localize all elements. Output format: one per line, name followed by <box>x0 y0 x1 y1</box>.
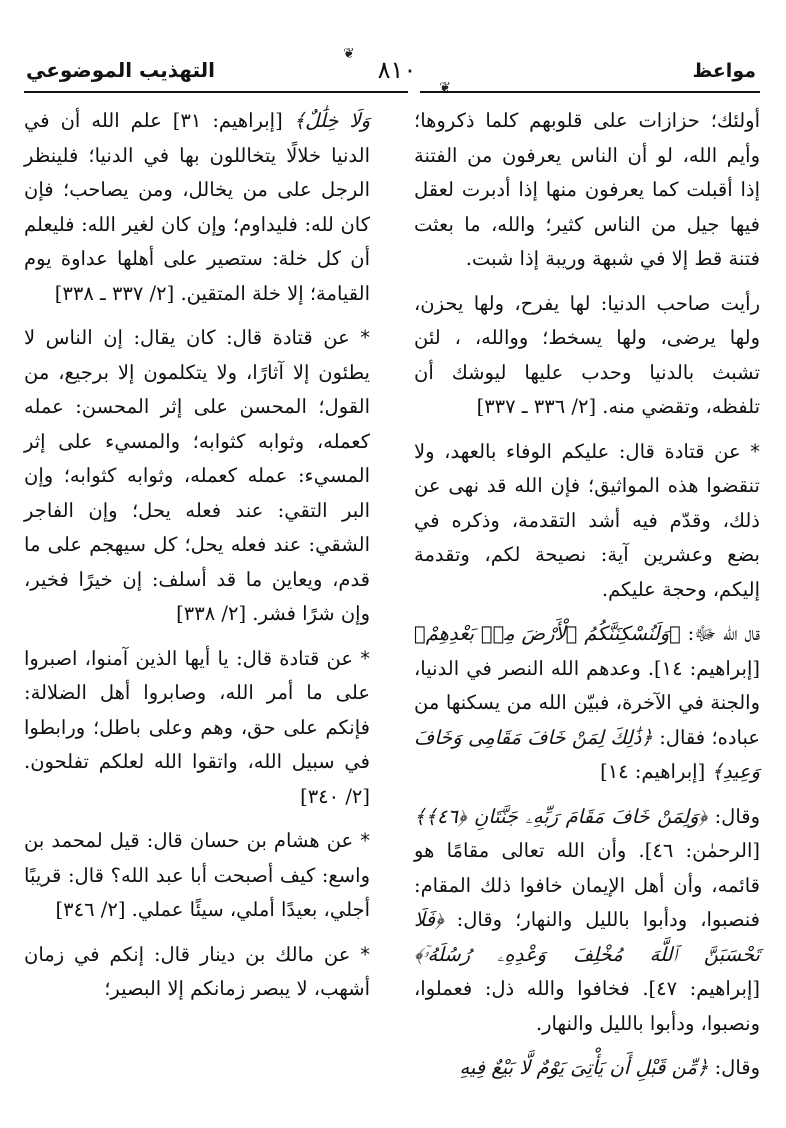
paragraph-text: عن قتادة قال: كان يقال: إن الناس لا يطئون إلا آثارًا، ولا يتكلمون إلا برجيع، من القول؛ المحسن على إثر المحسن: عمله كعمله، وثوابه كثوابه؛ والمسيء على إثر المسيء: عمله كعمله، وثوابه كثوابه؛ وإن البر التقي: عند فعله يحل؛ وإن الفاجر الشقي: عند فعله يحل؛ كل سيهجم على ما قدم، ويعاين ما قد أسلف: إن خيرًا فخير، وإن شرًا فشر. <box>24 326 370 625</box>
paragraph-text: فخافوا والله ذل: فعملوا، ونصبوا، ودأبوا بالليل والنهار. <box>414 977 760 1035</box>
paragraph-text: أولئك؛ حزازات على قلوبهم كلما ذكروها؛ وأيم الله، لو أن الناس يعرفون من الفتنة إذا أقبلت كما يعرفون منها إذا أدبرت لعقل فيها جيل من الناس كثير؛ والله، ما بعثت فتنة قط إلا في شبهة وريبة إذا شبت. <box>414 109 760 270</box>
quran-verse: ﴿وَلَنُسْكِنَنَّكُمُ ٱلْأَرْضَ مِنۢ بَعْدِهِمْ﴾ <box>414 622 681 645</box>
quran-verse: ﴿فَلَا تَحْسَبَنَّ ٱللَّهَ مُخْلِفَ وَعْدِهِۦ رُسُلَهُۥٓ﴾ <box>414 908 760 966</box>
paragraph <box>24 642 370 815</box>
verse-citation: [الرحمٰن: ٤٦]. <box>638 839 761 862</box>
verse-citation: [إبراهيم: ١٤]. <box>647 656 760 680</box>
verse-citation: [إبراهيم: ٤٧]. <box>642 977 760 1000</box>
paragraph <box>414 435 760 608</box>
paragraph <box>414 617 760 790</box>
source-reference: [٢/ ٣٤٦] <box>55 898 126 921</box>
paragraph <box>414 104 760 277</box>
verse-citation: [إبراهيم: ٣١] <box>172 109 283 132</box>
paragraph-text: وقال: <box>714 1056 760 1079</box>
paragraph <box>24 938 370 1007</box>
paragraph-text: وعدهم الله النصر في الدنيا، والجنة في الآخرة، فبيّن الله من يسكنها من عباده؛ فقال: <box>414 656 761 749</box>
paragraph <box>414 800 760 1042</box>
ornament-icon: ❦ <box>343 46 355 62</box>
quran-verse: وَلَا خِلَٰلٌ﴾ <box>293 109 370 132</box>
verse-citation: [إبراهيم: ١٤] <box>600 760 706 783</box>
source-reference: [٢/ ٣٣٦ ـ ٣٣٧] <box>476 395 597 418</box>
quran-verse: ﴿ذَٰلِكَ لِمَنْ خَافَ مَقَامِى وَخَافَ وَعِيدِ﴾ <box>414 725 760 783</box>
page-number: ٨١٠ <box>377 56 417 84</box>
paragraph-text: عن قتادة قال: عليكم الوفاء بالعهد، ولا تنقضوا هذه المواثيق؛ فإن الله قد نهى عن ذلك، وقدّم فيه أشد التقدمة، وذكره في بضع وعشرين آية: نصيحة لكم، وتقدمة إليكم، وحجة عليكم. <box>414 439 760 601</box>
paragraph-text: وأن الله تعالى مقامًا هو قائمه، وأن أهل الإيمان خافوا ذلك المقام: فنصبوا، ودأبوا بالليل والنهار؛ وقال: <box>414 839 760 931</box>
page-number-box <box>337 46 457 96</box>
paragraph-text: رأيت صاحب الدنيا: لها يفرح، ولها يحزن، ولها يرضى، ولها يسخط؛ ووالله، ، لئن تشبث بالدنيا وحدب عليها ليوشك أن تلفظه، وتقضي منه. <box>414 291 760 418</box>
star-icon: * <box>360 942 370 966</box>
ornament-icon: ❦ <box>439 80 451 96</box>
quran-verse: ﴿مِّن قَبْلِ أَن يَأْتِىَ يَوْمٌ لَّا بَيْعٌ فِيهِ <box>459 1056 709 1079</box>
paragraph <box>414 287 760 425</box>
paragraph-text: عن قتادة قال: يا أيها الذين آمنوا، اصبروا على ما أمر الله، وصابروا أهل الضلالة: فإنكم على حق، وهم وعلى باطل؛ ورابطوا في سبيل الله، واتقوا الله لعلكم تفلحون. <box>24 646 370 773</box>
star-icon: * <box>360 829 371 852</box>
paragraph-text: وقال: <box>714 804 760 828</box>
quran-verse: ﴿وَلِمَنْ خَافَ مَقَامَ رَبِّهِۦ جَنَّتَانِ ﴿٤٦﴾﴾ <box>414 804 708 828</box>
left-column <box>24 104 370 1017</box>
paragraph-text: عن هشام بن حسان قال: قيل لمحمد بن واسع: كيف أصبحت أبا عبد الله؟ قال: قريبًا أجلي، بعيدًا أملي، سيئًا عملي. <box>24 829 370 921</box>
header-rule <box>24 91 408 93</box>
header-book-title: التهذيب الموضوعي <box>26 58 216 82</box>
source-reference: [٢/ ٣٣٨] <box>176 602 247 625</box>
star-icon: * <box>360 646 370 670</box>
source-reference: [٢/ ٣٣٧ ـ ٣٣٨] <box>54 281 175 305</box>
header-section-title: مواعظ <box>692 60 756 82</box>
source-reference: [٢/ ٣٤٠] <box>300 784 370 808</box>
paragraph-text: عن مالك بن دينار قال: إنكم في زمان أشهب، لا يبصر زمانكم إلا البصير؛ <box>24 942 370 1000</box>
right-column <box>414 104 760 1096</box>
paragraph-text: قال الله ﷻ: <box>687 622 761 645</box>
star-icon: * <box>750 439 760 463</box>
header-rule <box>420 91 760 93</box>
star-icon: * <box>360 326 370 349</box>
paragraph <box>24 321 370 632</box>
paragraph <box>414 1051 760 1086</box>
paragraph-text: علم الله أن في الدنيا خلالًا يتخاللون بها في الدنيا؛ فلينظر الرجل على من يخالل، ومن يصاحب؛ فإن كان لله: فليداوم؛ وإن كان لغير الله: فليعلم أن كل خلة: ستصير على أهلها عداوة يوم القيامة؛ إلا خلة المتقين. <box>24 109 370 305</box>
paragraph <box>24 824 370 928</box>
paragraph <box>24 104 370 311</box>
